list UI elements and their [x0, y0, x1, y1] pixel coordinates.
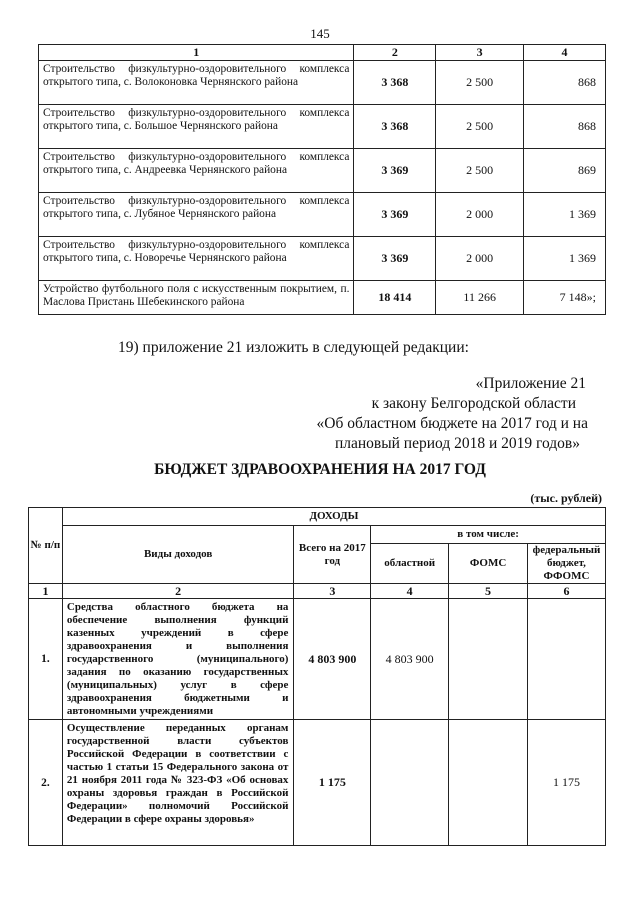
column-index: 1	[29, 584, 63, 599]
row-col3: 11 266	[436, 281, 524, 315]
table-row	[39, 61, 606, 105]
row-description: Устройство футбольного поля с искусственным покрытием, п. Маслова Пристань Шебекинского района	[39, 281, 354, 315]
table-header-row	[29, 508, 606, 526]
row-total: 3 368	[354, 105, 436, 149]
column-header: 3	[436, 45, 524, 61]
header-number: № п/п	[29, 508, 63, 584]
row-col4: 1 369	[524, 193, 606, 237]
column-header: 4	[524, 45, 606, 61]
header-federal: федеральный бюджет, ФФОМС	[527, 544, 605, 584]
column-index: 2	[62, 584, 294, 599]
row-foms	[449, 599, 528, 720]
row-col4: 868	[524, 61, 606, 105]
row-total: 1 175	[294, 720, 371, 846]
row-col4: 868	[524, 105, 606, 149]
row-description: Строительство физкультурно-оздоровительного комплекса открытого типа, с. Большое Чернянского района	[39, 105, 354, 149]
row-col4: 869	[524, 149, 606, 193]
row-total: 4 803 900	[294, 599, 371, 720]
table-row	[39, 193, 606, 237]
table-row	[39, 149, 606, 193]
table-row	[39, 281, 606, 315]
construction-table	[38, 44, 606, 315]
row-col4: 7 148»;	[524, 281, 606, 315]
row-description: Строительство физкультурно-оздоровительного комплекса открытого типа, с. Новоречье Чернянского района	[39, 237, 354, 281]
row-federal: 1 175	[527, 720, 605, 846]
annex-line: «Приложение 21	[475, 375, 586, 392]
column-index: 6	[527, 584, 605, 599]
column-index-row	[29, 584, 606, 599]
row-total: 3 368	[354, 61, 436, 105]
column-index: 5	[449, 584, 528, 599]
header-income: ДОХОДЫ	[62, 508, 605, 526]
page-number: 145	[310, 26, 330, 41]
header-including: в том числе:	[371, 526, 606, 544]
table-row	[29, 720, 606, 846]
header-income-kinds: Виды доходов	[62, 526, 294, 584]
row-total: 3 369	[354, 237, 436, 281]
table-row	[29, 599, 606, 720]
column-header: 2	[354, 45, 436, 61]
row-description: Строительство физкультурно-оздоровительного комплекса открытого типа, с. Андреевка Чернянского района	[39, 149, 354, 193]
health-budget-table	[28, 507, 606, 846]
row-regional: 4 803 900	[371, 599, 449, 720]
row-description: Строительство физкультурно-оздоровительного комплекса открытого типа, с. Лубяное Чернянского района	[39, 193, 354, 237]
column-header: 1	[39, 45, 354, 61]
row-description: Средства областного бюджета на обеспечение выполнения функций казенных учреждений в сфере здравоохранения и выполнения государственного (муниципального) задания по оказанию государственных (муниципальных) услуг в сфере здравоохранения бюджетными и автономными учреждениями	[62, 599, 294, 720]
row-col3: 2 500	[436, 105, 524, 149]
header-foms: ФОМС	[449, 544, 528, 584]
row-total: 3 369	[354, 149, 436, 193]
document-title: БЮДЖЕТ ЗДРАВООХРАНЕНИЯ НА 2017 ГОД	[154, 461, 486, 478]
table-row	[39, 237, 606, 281]
row-description: Осуществление переданных органам государственной власти субъектов Российской Федерации в соответствии с частью 1 статьи 15 Федерального закона от 21 ноября 2011 года № 323-ФЗ «Об основах охраны здоровья граждан в Российской Федерации» полномочий Российской Федерации в сфере охраны здоровья»	[62, 720, 294, 846]
annex-line: «Об областном бюджете на 2017 год и на	[316, 415, 588, 432]
annex-line: плановый период 2018 и 2019 годов»	[334, 435, 580, 452]
row-col4: 1 369	[524, 237, 606, 281]
row-col3: 2 500	[436, 149, 524, 193]
row-number: 2.	[29, 720, 63, 846]
table-header-row	[39, 45, 606, 61]
column-index: 3	[294, 584, 371, 599]
row-foms	[449, 720, 528, 846]
header-total-2017: Всего на 2017 год	[294, 526, 371, 584]
row-regional	[371, 720, 449, 846]
table-header-row	[29, 526, 606, 544]
annex-heading	[317, 374, 588, 454]
row-col3: 2 000	[436, 193, 524, 237]
header-regional: областной	[371, 544, 449, 584]
units-label: (тыс. рублей)	[530, 491, 602, 505]
column-index: 4	[371, 584, 449, 599]
amendment-item-19: 19) приложение 21 изложить в следующей редакции:	[118, 339, 469, 356]
row-number: 1.	[29, 599, 63, 720]
row-col3: 2 000	[436, 237, 524, 281]
row-federal	[527, 599, 605, 720]
row-total: 3 369	[354, 193, 436, 237]
row-description: Строительство физкультурно-оздоровительного комплекса открытого типа, с. Волоконовка Чернянского района	[39, 61, 354, 105]
annex-line: к закону Белгородской области	[371, 395, 576, 412]
row-total: 18 414	[354, 281, 436, 315]
row-col3: 2 500	[436, 61, 524, 105]
table-row	[39, 105, 606, 149]
